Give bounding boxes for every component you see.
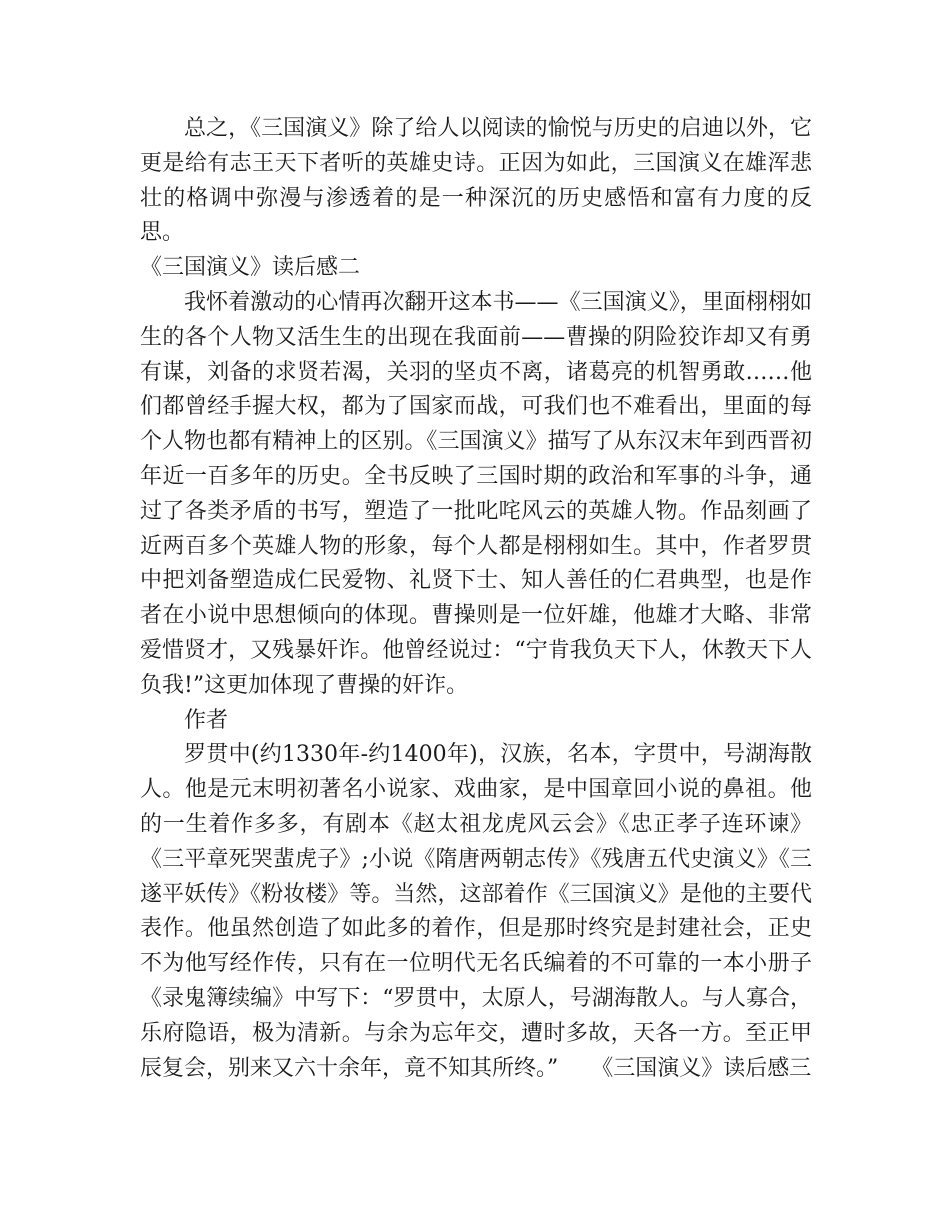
essay-two-paragraph: 我怀着激动的心情再次翻开这本书——《三国演义》，里面栩栩如生的各个人物又活生生的出现在我面前——曹操的阴险狡诈却又有勇有谋，刘备的求贤若渴，关羽的坚贞不离，诸葛亮的机智勇敢……他们都曾经手握大权，都为了国家而战，可我们也不难看出，里面的每个人物也都有精神上的区别。《三国演义》描写了从东汉末年到西晋初年近一百多年的历史。全书反映了三国时期的政治和军事的斗争，通过了各类矛盾的书写，塑造了一批叱咤风云的英雄人物。作品刻画了近两百多个英雄人物的形象，每个人都是栩栩如生。其中，作者罗贯中把刘备塑造成仁民爱物、礼贤下士、知人善任的仁君典型，也是作者在小说中思想倾向的体现。曹操则是一位奸雄，他雄才大略、非常爱惜贤才，又残暴奸诈。他曾经说过：“宁肯我负天下人，休教天下人负我!”这更加体现了曹操的奸诈。	[140, 289, 812, 698]
author-paragraph: 罗贯中(约1330年-约1400年)，汉族，名本，字贯中，号湖海散人。他是元末明初著名小说家、戏曲家，是中国章回小说的鼻祖。他的一生着作多多，有剧本《赵太祖龙虎风云会》《忠正孝子连环谏》《三平章死哭蜚虎子》;小说《隋唐两朝志传》《残唐五代史演义》《三遂平妖传》《粉妆楼》等。当然，这部着作《三国演义》是他的主要代表作。他虽然创造了如此多的着作，但是那时终究是封建社会，正史不为他写经作传，只有在一位明代无名氏编着的不可靠的一本小册子《录鬼簿续编》中写下：“罗贯中，太原人，号湖海散人。与人寡合，乐府隐语，极为清新。与余为忘年交，遭时多故，天各一方。至正甲辰复会，别来又六十余年，竟不知其所终。” 《三国演义》读后感三	[140, 742, 812, 1081]
conclusion-paragraph: 总之，《三国演义》除了给人以阅读的愉悦与历史的启迪以外，它更是给有志王天下者听的英雄史诗。正因为如此，三国演义在雄浑悲壮的格调中弥漫与渗透着的是一种深沉的历史感悟和富有力度的反思。	[140, 116, 812, 246]
document-body	[140, 112, 812, 1086]
essay-two-title: 《三国演义》读后感二	[140, 255, 361, 281]
author-heading: 作者	[184, 707, 229, 733]
